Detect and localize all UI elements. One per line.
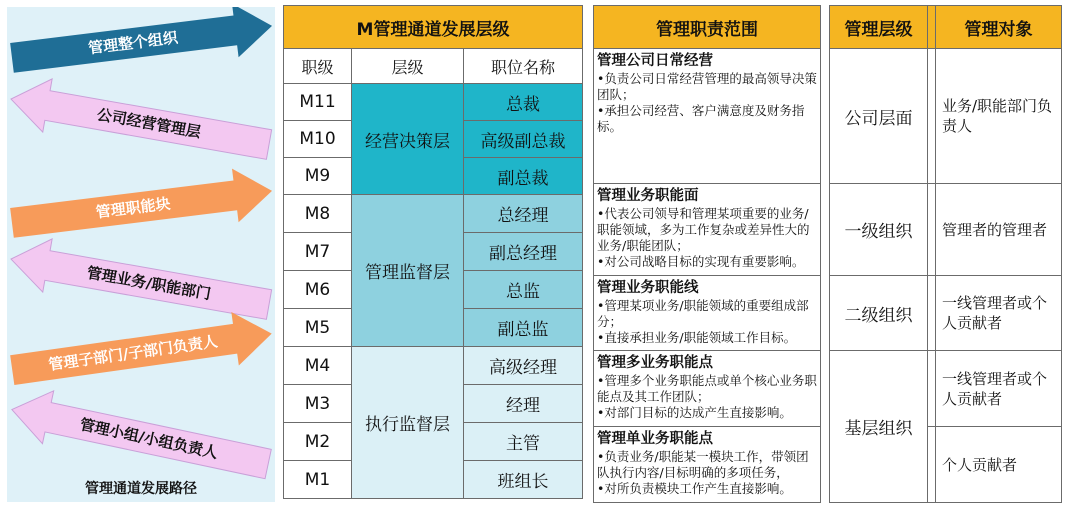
position-cell: 副总裁 xyxy=(464,158,583,195)
spacer-cell xyxy=(928,184,936,276)
org-level-cell: 公司层面 xyxy=(830,49,928,184)
org-target-cell: 个人贡献者 xyxy=(936,427,1062,503)
grade-cell: M4 xyxy=(284,347,352,385)
grade-cell: M11 xyxy=(284,84,352,121)
grade-cell: M3 xyxy=(284,385,352,423)
position-cell: 总经理 xyxy=(464,195,583,233)
path-arrow-label: 管理子部门/子部门负责人 xyxy=(47,332,219,374)
duty-item-line: •承担公司经营、客户满意度及财务指标。 xyxy=(597,103,805,134)
level-decision: 经营决策层 xyxy=(352,84,464,195)
duty-item-line: •对部门目标的达成产生直接影响。 xyxy=(597,405,792,420)
path-arrow xyxy=(7,72,274,171)
org-target-cell: 业务/职能部门负责人 xyxy=(936,49,1062,184)
path-arrow-label: 管理职能块 xyxy=(94,194,172,222)
duty-item xyxy=(594,49,821,184)
grade-cell: M8 xyxy=(284,195,352,233)
duty-scope-table xyxy=(593,5,821,503)
duty-item xyxy=(594,427,821,503)
duty-item-line: •管理某项业务/职能领域的重要组成部分； xyxy=(597,298,809,329)
org-target-cell: 一线管理者或个人贡献者 xyxy=(936,276,1062,351)
grade-cell: M6 xyxy=(284,271,352,309)
m-channel-title: M管理通道发展层级 xyxy=(284,6,583,49)
path-arrow xyxy=(7,383,274,490)
duty-item-title: 管理多业务职能点 xyxy=(597,355,713,371)
path-caption: 管理通道发展路径 xyxy=(85,481,197,497)
duty-item xyxy=(594,184,821,276)
spacer-cell xyxy=(928,427,936,503)
path-arrow xyxy=(9,307,275,397)
path-arrow xyxy=(9,164,275,250)
level-execute: 执行监督层 xyxy=(352,347,464,499)
org-target-cell: 管理者的管理者 xyxy=(936,184,1062,276)
grade-cell: M2 xyxy=(284,423,352,461)
org-target-header: 管理对象 xyxy=(936,6,1062,49)
path-arrow-label: 公司经营管理层 xyxy=(95,105,203,142)
duty-scope-title: 管理职责范围 xyxy=(594,6,821,49)
grade-cell: M7 xyxy=(284,233,352,271)
duty-item-line: •管理多个业务职能点或单个核心业务职能点及其工作团队； xyxy=(597,373,817,404)
org-level-cell: 一级组织 xyxy=(830,184,928,276)
position-cell: 高级副总裁 xyxy=(464,121,583,158)
duty-item-title: 管理业务职能面 xyxy=(597,188,699,204)
position-cell: 经理 xyxy=(464,385,583,423)
level-supervise: 管理监督层 xyxy=(352,195,464,347)
position-cell: 高级经理 xyxy=(464,347,583,385)
position-cell: 总监 xyxy=(464,271,583,309)
spacer-cell xyxy=(928,351,936,427)
org-level-cell: 二级组织 xyxy=(830,276,928,351)
position-cell: 总裁 xyxy=(464,84,583,121)
level-column-header: 层级 xyxy=(352,49,464,84)
grade-cell: M9 xyxy=(284,158,352,195)
header-spacer xyxy=(928,6,936,49)
path-arrow-label: 管理业务/职能部门 xyxy=(85,263,213,304)
duty-item-line: •代表公司领导和管理某项重要的业务/职能领域，多为工作复杂或差异性大的业务/职能团队； xyxy=(597,206,810,253)
position-column-header: 职位名称 xyxy=(464,49,583,84)
grade-cell: M10 xyxy=(284,121,352,158)
m-channel-table xyxy=(283,5,583,499)
path-arrow xyxy=(9,7,275,85)
duty-item-line: •对所负责模块工作产生直接影响。 xyxy=(597,481,792,496)
duty-item-title: 管理公司日常经营 xyxy=(597,53,713,69)
grade-cell: M5 xyxy=(284,309,352,347)
duty-item-title: 管理业务职能线 xyxy=(597,280,699,296)
duty-item-title: 管理单业务职能点 xyxy=(597,431,713,447)
duty-item-line: •负责业务/职能某一模块工作，带领团队执行内容/目标明确的多项任务， xyxy=(597,449,809,480)
grade-cell: M1 xyxy=(284,461,352,499)
path-arrow-label: 管理小组/小组负责人 xyxy=(78,415,220,463)
position-cell: 主管 xyxy=(464,423,583,461)
duty-item-line: •直接承担业务/职能领域工作目标。 xyxy=(597,330,797,345)
org-level-header: 管理层级 xyxy=(830,6,928,49)
path-arrow-label: 管理整个组织 xyxy=(87,28,179,58)
grade-column-header: 职级 xyxy=(284,49,352,84)
duty-item-line: •负责公司日常经营管理的最高领导决策团队； xyxy=(597,71,817,102)
org-target-cell: 一线管理者或个人贡献者 xyxy=(936,351,1062,427)
org-level-cell: 基层组织 xyxy=(830,351,928,503)
spacer-cell xyxy=(928,276,936,351)
duty-item xyxy=(594,276,821,351)
duty-item xyxy=(594,351,821,427)
arrow-diagram xyxy=(7,7,275,502)
duty-item-line: •对公司战略目标的实现有重要影响。 xyxy=(597,254,805,269)
spacer-cell xyxy=(928,49,936,184)
position-cell: 副总经理 xyxy=(464,233,583,271)
position-cell: 副总监 xyxy=(464,309,583,347)
org-level-table xyxy=(829,5,1062,503)
development-path-panel xyxy=(7,7,275,502)
position-cell: 班组长 xyxy=(464,461,583,499)
